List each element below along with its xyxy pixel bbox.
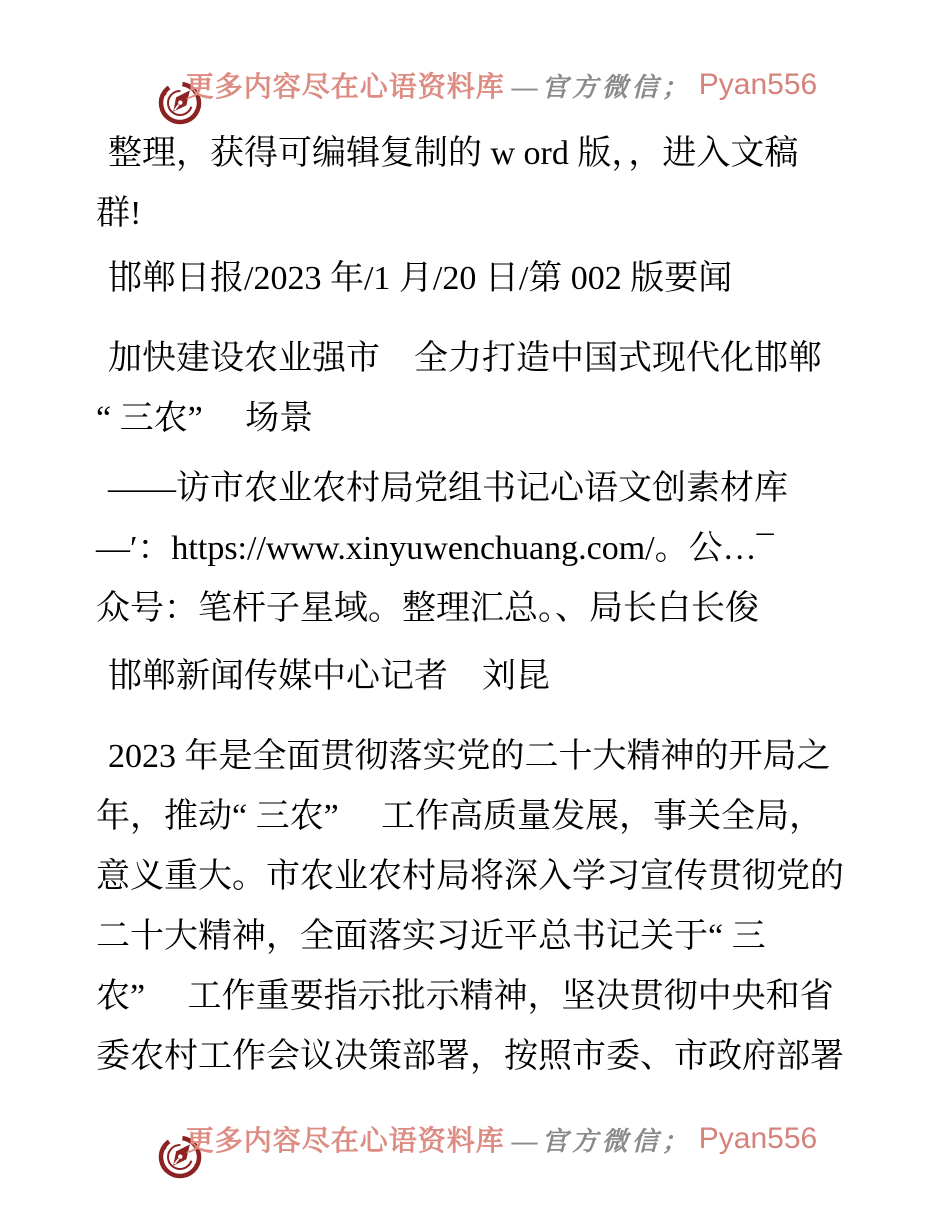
watermark-wechat-label: —官方微信；	[511, 1126, 692, 1156]
document-body	[96, 124, 864, 1087]
text-line: —′：https://www.xinyuwenchuang.com/。公…¯	[96, 530, 774, 567]
text-line: 2023 年是全面贯彻落实党的二十大精神的开局之	[108, 738, 831, 775]
watermark-brand-text: 更多内容尽在心语资料库	[185, 1126, 505, 1157]
watermark-wechat-label: —官方微信；	[511, 72, 692, 102]
paragraph-byline	[96, 647, 864, 707]
text-line: 群!	[96, 195, 142, 232]
paragraph-headline	[96, 329, 864, 449]
text-line: ——访市农业农村局党组书记心语文创素材库	[108, 470, 788, 507]
watermark-wechat-id: Pyan556	[698, 68, 818, 101]
text-line: 委农村工作会议决策部署，按照市委、市政府部署	[96, 1038, 844, 1075]
text-line: “ 三农” 场景	[96, 400, 314, 437]
paragraph-source	[96, 249, 864, 309]
paragraph-subtitle	[96, 459, 864, 639]
text-line: 农” 工作重要指示批示精神，坚决贯彻中央和省	[96, 978, 834, 1015]
text-line: 众号：笔杆子星域。整理汇总。、局长白长俊	[96, 590, 759, 627]
text-line: 年，推动“ 三农” 工作高质量发展，事关全局，	[96, 798, 824, 835]
text-line: 二十大精神，全面落实习近平总书记关于“ 三	[96, 918, 766, 955]
paragraph-body	[96, 727, 864, 1087]
watermark-brand-text: 更多内容尽在心语资料库	[185, 72, 505, 103]
footer-watermark	[0, 1116, 950, 1162]
header-watermark	[0, 62, 950, 108]
watermark-wechat-id: Pyan556	[698, 1122, 818, 1155]
text-line: 加快建设农业强市 全力打造中国式现代化邯郸	[108, 340, 822, 377]
text-line: 整理，获得可编辑复制的 w ord 版，，进入文稿	[108, 135, 799, 172]
paragraph-intro	[96, 124, 864, 244]
text-line: 意义重大。市农业农村局将深入学习宣传贯彻党的	[96, 858, 844, 895]
text-line: 邯郸日报/2023 年/1 月/20 日/第 002 版要闻	[108, 260, 733, 297]
pen-circle-logo-icon	[133, 62, 179, 108]
text-line: 邯郸新闻传媒中心记者 刘昆	[108, 658, 550, 695]
pen-circle-logo-icon	[133, 1116, 179, 1162]
